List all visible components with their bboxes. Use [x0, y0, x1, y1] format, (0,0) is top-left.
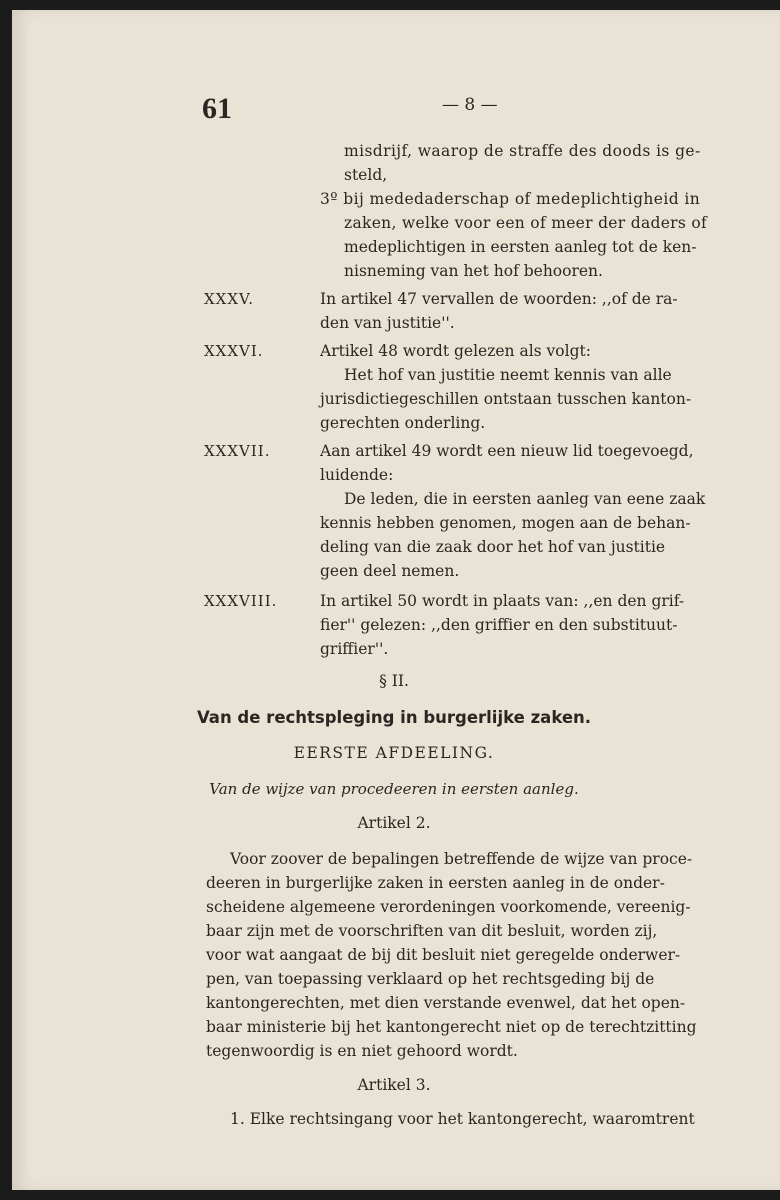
text-line: jurisdictiegeschillen ontstaan tusschen kanton- — [320, 390, 692, 408]
article-heading: Artikel 2. — [357, 814, 431, 832]
text-line: gerechten onderling. — [320, 414, 486, 432]
text-line: kantongerechten, met dien verstande evenwel, dat het open- — [206, 994, 686, 1012]
text-line: fier'' gelezen: ,,den griffier en den substituut- — [320, 616, 678, 634]
article-number: XXXVIII. — [204, 592, 278, 610]
text-line: luidende: — [320, 466, 394, 484]
text-line: Voor zoover de bepalingen betreffende de wijze van proce- — [230, 850, 693, 868]
text-line: De leden, die in eersten aanleg van eene zaak — [344, 490, 706, 508]
text-line: 3º bij mededaderschap of medeplichtigheid in — [320, 190, 701, 208]
text-line: voor wat aangaat de bij dit besluit niet geregelde onderwer- — [206, 946, 681, 964]
text-line: nisneming van het hof behooren. — [344, 262, 603, 280]
article-number: XXXVI. — [204, 342, 264, 360]
text-line: 1. Elke rechtsingang voor het kantongerecht, waaromtrent — [230, 1110, 695, 1128]
text-line: geen deel nemen. — [320, 562, 460, 580]
text-line: Aan artikel 49 wordt een nieuw lid toegevoegd, — [320, 442, 694, 460]
text-line: scheidene algemeene verordeningen voorkomende, vereenig- — [206, 898, 691, 916]
text-line: Het hof van justitie neemt kennis van alle — [344, 366, 672, 384]
text-line: misdrijf, waarop de straffe des doods is ge- — [344, 142, 701, 160]
text-line: den van justitie''. — [320, 314, 455, 332]
document-page — [12, 10, 780, 1190]
text-line: deeren in burgerlijke zaken in eersten aanleg in de onder- — [206, 874, 665, 892]
section-symbol: § II. — [379, 672, 409, 690]
article-heading: Artikel 3. — [357, 1076, 431, 1094]
article-number: XXXVII. — [204, 442, 271, 460]
division-heading: EERSTE AFDEELING. — [293, 744, 495, 762]
page-header: — 8 — — [442, 95, 498, 115]
text-line: deling van die zaak door het hof van justitie — [320, 538, 666, 556]
text-line: Artikel 48 wordt gelezen als volgt: — [320, 342, 591, 360]
text-line: zaken, welke voor een of meer der daders of — [344, 214, 708, 232]
page-number: 61 — [202, 92, 232, 125]
text-line: pen, van toepassing verklaard op het rechtsgeding bij de — [206, 970, 655, 988]
text-line: steld, — [344, 166, 388, 184]
article-number: XXXV. — [204, 290, 255, 308]
text-line: griffier''. — [320, 640, 389, 658]
section-title: Van de rechtspleging in burgerlijke zaken. — [196, 708, 592, 727]
text-line: baar ministerie bij het kantongerecht niet op de terechtzitting — [206, 1018, 697, 1036]
text-line: In artikel 47 vervallen de woorden: ,,of de ra- — [320, 290, 678, 308]
text-line: In artikel 50 wordt in plaats van: ,,en den grif- — [320, 592, 685, 610]
division-subtitle: Van de wijze van procedeeren in eersten aanleg. — [209, 780, 579, 798]
text-line: kennis hebben genomen, mogen aan de behan- — [320, 514, 691, 532]
text-line: medeplichtigen in eersten aanleg tot de ken- — [344, 238, 697, 256]
text-line: baar zijn met de voorschriften van dit besluit, worden zij, — [206, 922, 658, 940]
text-line: tegenwoordig is en niet gehoord wordt. — [206, 1042, 518, 1060]
